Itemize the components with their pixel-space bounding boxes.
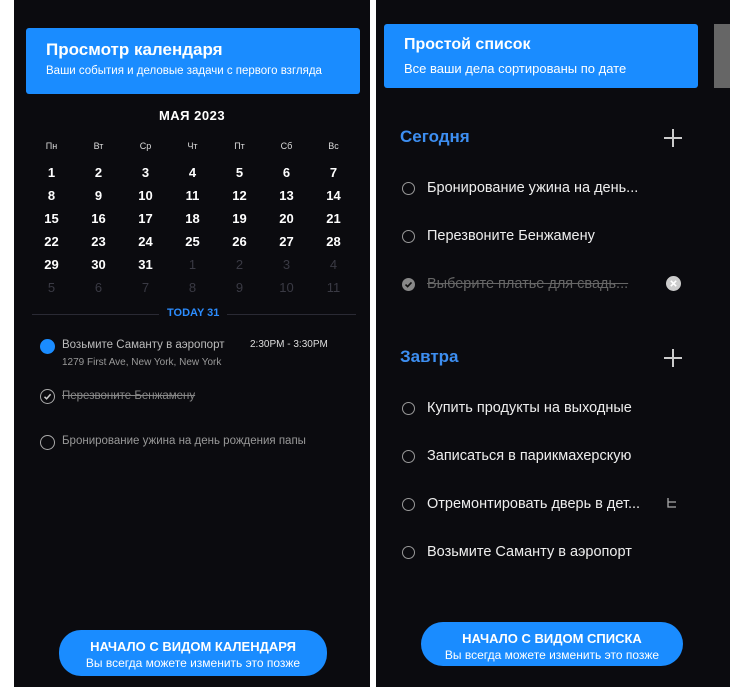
day-cell[interactable]: 17: [138, 211, 153, 226]
checkbox-icon[interactable]: [402, 402, 415, 415]
start-list-view-button[interactable]: [421, 622, 683, 666]
day-cell[interactable]: 31: [138, 257, 153, 272]
day-cell[interactable]: 23: [91, 234, 106, 249]
checkbox-icon[interactable]: [402, 230, 415, 243]
day-cell-next-month[interactable]: 1: [188, 257, 197, 272]
week-row: [28, 161, 358, 184]
day-cell[interactable]: 18: [185, 211, 200, 226]
list-item[interactable]: [402, 398, 632, 418]
day-cell[interactable]: 21: [326, 211, 341, 226]
day-cell[interactable]: 7: [329, 165, 338, 180]
day-cell[interactable]: 14: [326, 188, 341, 203]
checkbox-icon[interactable]: [402, 546, 415, 559]
list-item[interactable]: [402, 542, 632, 562]
event-time: 2:30PM - 3:30PM: [250, 339, 328, 350]
list-view-screen: [376, 0, 730, 687]
list-item-label: Купить продукты на выходные: [427, 400, 632, 416]
list-item[interactable]: [402, 446, 631, 466]
list-item-label: Перезвоните Бенжамену: [427, 228, 595, 244]
list-header-subtitle: Все ваши дела сортированы по дате: [404, 61, 627, 76]
weekday-row: [28, 138, 358, 161]
add-plus-icon[interactable]: [664, 349, 682, 367]
day-cell[interactable]: 15: [44, 211, 59, 226]
day-cell[interactable]: 3: [141, 165, 150, 180]
calendar-header-banner: [26, 28, 360, 94]
day-cell[interactable]: 27: [279, 234, 294, 249]
list-item-label: Выберите платье для свадь...: [427, 276, 629, 292]
event-title[interactable]: Перезвоните Бенжамену: [62, 390, 196, 402]
day-cell-next-month[interactable]: 11: [326, 280, 341, 295]
today-label: TODAY 31: [159, 307, 227, 319]
week-row: [28, 253, 358, 276]
day-cell[interactable]: 8: [47, 188, 56, 203]
day-cell[interactable]: 9: [94, 188, 103, 203]
list-header-banner: [384, 24, 698, 88]
day-cell-next-month[interactable]: 4: [329, 257, 338, 272]
day-cell[interactable]: 22: [44, 234, 59, 249]
list-item-label: Записаться в парикмахерскую: [427, 448, 632, 464]
list-item[interactable]: [402, 494, 640, 514]
weekday-label: Вс: [328, 140, 339, 151]
day-cell-next-month[interactable]: 9: [235, 280, 244, 295]
checkbox-icon[interactable]: [402, 182, 415, 195]
day-cell-next-month[interactable]: 2: [235, 257, 244, 272]
next-card-preview: [714, 24, 730, 88]
day-cell[interactable]: 4: [188, 165, 197, 180]
week-row: [28, 184, 358, 207]
list-item-label: Отремонтировать дверь в дет...: [427, 496, 641, 512]
weekday-label: Ср: [139, 140, 152, 151]
day-cell[interactable]: 10: [138, 188, 153, 203]
day-cell[interactable]: 29: [44, 257, 59, 272]
day-cell[interactable]: 19: [232, 211, 247, 226]
day-cell[interactable]: 26: [232, 234, 247, 249]
section-title-today: Сегодня: [400, 127, 470, 146]
calendar-view-screen: [14, 0, 370, 687]
weekday-label: Сб: [280, 140, 293, 151]
day-cell[interactable]: 5: [235, 165, 244, 180]
event-color-dot-icon: [40, 339, 55, 354]
list-item-done[interactable]: [402, 274, 628, 294]
day-cell-next-month[interactable]: 3: [282, 257, 291, 272]
list-item[interactable]: [402, 178, 638, 198]
cta-title: НАЧАЛО С ВИДОМ КАЛЕНДАРЯ: [90, 639, 296, 654]
day-cell[interactable]: 25: [185, 234, 200, 249]
event-checkbox-icon[interactable]: [40, 435, 55, 450]
day-cell[interactable]: 13: [279, 188, 294, 203]
day-cell[interactable]: 2: [94, 165, 103, 180]
day-cell[interactable]: 20: [279, 211, 294, 226]
day-cell[interactable]: 12: [232, 188, 247, 203]
event-location: 1279 First Ave, New York, New York: [62, 357, 222, 368]
day-cell[interactable]: 24: [138, 234, 153, 249]
day-cell-next-month[interactable]: 5: [47, 280, 56, 295]
event-check-icon[interactable]: [40, 389, 55, 404]
calendar-header-title: Просмотр календаря: [46, 40, 223, 59]
calendar-header-subtitle: Ваши события и деловые задачи с первого взгляда: [46, 65, 322, 77]
list-item[interactable]: [402, 226, 595, 246]
add-plus-icon[interactable]: [664, 129, 682, 147]
cta-title: НАЧАЛО С ВИДОМ СПИСКА: [462, 631, 642, 646]
day-cell-next-month[interactable]: 7: [141, 280, 150, 295]
list-header-title: Простой список: [404, 36, 531, 53]
day-cell[interactable]: 16: [91, 211, 106, 226]
day-cell[interactable]: 28: [326, 234, 341, 249]
event-title[interactable]: Бронирование ужина на день рождения папы: [62, 435, 306, 447]
day-cell[interactable]: 30: [91, 257, 106, 272]
list-item-label: Бронирование ужина на день...: [427, 180, 639, 196]
week-row: [28, 207, 358, 230]
week-row: [28, 230, 358, 253]
cta-subtitle: Вы всегда можете изменить это позже: [444, 648, 660, 662]
week-row: [28, 276, 358, 299]
day-cell[interactable]: 6: [282, 165, 291, 180]
subtasks-icon: [666, 497, 678, 509]
day-cell-next-month[interactable]: 6: [94, 280, 103, 295]
weekday-label: Пт: [234, 140, 245, 151]
day-cell[interactable]: 1: [47, 165, 56, 180]
list-item-label: Возьмите Саманту в аэропорт: [427, 544, 632, 560]
weekday-label: Вт: [93, 140, 104, 151]
cta-subtitle: Вы всегда можете изменить это позже: [85, 656, 301, 670]
day-cell-next-month[interactable]: 8: [188, 280, 197, 295]
calendar-grid: [28, 138, 358, 299]
start-calendar-view-button[interactable]: [59, 630, 327, 676]
checkbox-icon[interactable]: [402, 498, 415, 511]
weekday-label: Чт: [187, 140, 198, 151]
day-cell-next-month[interactable]: 10: [279, 280, 294, 295]
month-label: МАЯ 2023: [158, 108, 226, 123]
weekday-label: Пн: [45, 140, 58, 151]
checked-checkbox-icon[interactable]: [402, 278, 415, 291]
section-title-tomorrow: Завтра: [400, 347, 459, 366]
delete-close-icon[interactable]: [666, 276, 681, 291]
event-title[interactable]: Возьмите Саманту в аэропорт: [62, 339, 225, 351]
day-cell[interactable]: 11: [185, 188, 200, 203]
checkbox-icon[interactable]: [402, 450, 415, 463]
